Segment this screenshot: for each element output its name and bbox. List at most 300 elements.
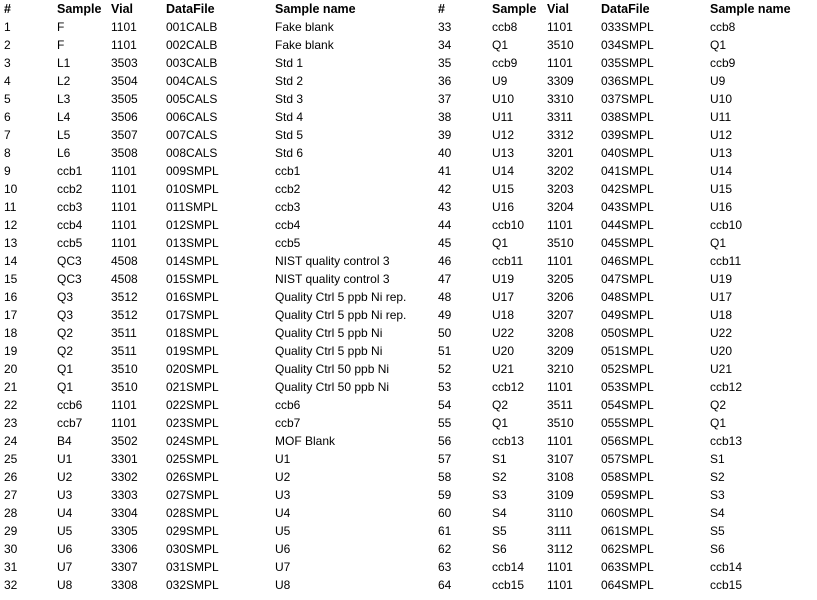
table-row (438, 558, 815, 576)
cell-sample: U14 (492, 164, 515, 178)
cell-datafile: 039SMPL (601, 128, 654, 142)
header-sample-name: Sample name (710, 2, 791, 16)
table-row (4, 162, 435, 180)
cell-sample-name: Q2 (710, 398, 727, 412)
table-row (438, 252, 815, 270)
cell-vial: 1101 (111, 200, 137, 214)
cell-datafile: 016SMPL (166, 290, 219, 304)
table-row (4, 486, 435, 504)
cell-sample-name: MOF Blank (275, 434, 336, 448)
cell-vial: 3306 (111, 542, 138, 556)
cell-sample: U4 (57, 506, 73, 520)
table-row (4, 342, 435, 360)
cell-index: 28 (4, 506, 18, 520)
sample-table-right (438, 0, 815, 594)
cell-vial: 3302 (111, 470, 138, 484)
table-row (438, 198, 815, 216)
cell-datafile: 023SMPL (166, 416, 219, 430)
cell-datafile: 060SMPL (601, 506, 654, 520)
cell-index: 27 (4, 488, 18, 502)
table-row (4, 396, 435, 414)
cell-sample: U10 (492, 92, 515, 106)
cell-sample: L5 (57, 128, 71, 142)
cell-vial: 4508 (111, 254, 138, 268)
cell-sample-name: U18 (710, 308, 733, 322)
cell-datafile: 006CALS (166, 110, 218, 124)
cell-datafile: 040SMPL (601, 146, 654, 160)
header-index: # (438, 2, 445, 16)
header-sample-name: Sample name (275, 2, 356, 16)
cell-sample-name: ccb1 (275, 164, 301, 178)
table-row (4, 450, 435, 468)
cell-sample: U20 (492, 344, 515, 358)
cell-vial: 3507 (111, 128, 138, 142)
cell-sample-name: ccb13 (710, 434, 743, 448)
cell-index: 36 (438, 74, 452, 88)
cell-sample: F (57, 38, 65, 52)
cell-index: 31 (4, 560, 18, 574)
cell-datafile: 005CALS (166, 92, 218, 106)
cell-sample-name: U13 (710, 146, 733, 160)
cell-sample-name: Fake blank (275, 38, 334, 52)
cell-index: 41 (438, 164, 452, 178)
cell-sample: L2 (57, 74, 71, 88)
cell-datafile: 031SMPL (166, 560, 219, 574)
cell-sample-name: ccb2 (275, 182, 301, 196)
cell-sample: U8 (57, 578, 73, 592)
cell-sample: S1 (492, 452, 507, 466)
cell-sample-name: ccb3 (275, 200, 301, 214)
table-row (4, 306, 435, 324)
cell-sample: Q2 (57, 326, 74, 340)
cell-datafile: 015SMPL (166, 272, 219, 286)
cell-sample-name: ccb5 (275, 236, 301, 250)
cell-sample-name: Q1 (710, 416, 727, 430)
cell-index: 46 (438, 254, 452, 268)
table-row (438, 486, 815, 504)
cell-index: 51 (438, 344, 452, 358)
cell-vial: 3311 (547, 110, 573, 124)
cell-datafile: 032SMPL (166, 578, 219, 592)
cell-sample: U5 (57, 524, 73, 538)
cell-sample-name: U22 (710, 326, 733, 340)
table-row (438, 522, 815, 540)
cell-vial: 4508 (111, 272, 138, 286)
cell-vial: 3312 (547, 128, 574, 142)
cell-vial: 1101 (547, 254, 573, 268)
cell-index: 43 (438, 200, 452, 214)
table-row (438, 180, 815, 198)
cell-sample-name: Std 6 (275, 146, 304, 160)
cell-index: 16 (4, 290, 18, 304)
cell-sample: QC3 (57, 272, 82, 286)
cell-vial: 3209 (547, 344, 574, 358)
cell-datafile: 061SMPL (601, 524, 654, 538)
table-row (438, 468, 815, 486)
cell-index: 7 (4, 128, 11, 142)
cell-vial: 3305 (111, 524, 138, 538)
cell-sample-name: ccb12 (710, 380, 743, 394)
cell-index: 23 (4, 416, 18, 430)
cell-index: 8 (4, 146, 11, 160)
cell-index: 2 (4, 38, 11, 52)
cell-sample-name: Fake blank (275, 20, 334, 34)
cell-sample: L1 (57, 56, 71, 70)
cell-datafile: 057SMPL (601, 452, 654, 466)
table-row (438, 324, 815, 342)
cell-sample: Q1 (492, 416, 509, 430)
cell-index: 9 (4, 164, 11, 178)
table-row (4, 144, 435, 162)
table-row (438, 270, 815, 288)
cell-sample: Q1 (57, 362, 74, 376)
cell-index: 60 (438, 506, 452, 520)
cell-datafile: 003CALB (166, 56, 218, 70)
cell-vial: 3203 (547, 182, 574, 196)
cell-sample-name: ccb7 (275, 416, 301, 430)
cell-sample-name: Std 1 (275, 56, 304, 70)
table-row (438, 162, 815, 180)
cell-sample: ccb13 (492, 434, 525, 448)
cell-sample: S6 (492, 542, 507, 556)
cell-vial: 3109 (547, 488, 574, 502)
table-row (438, 54, 815, 72)
cell-sample: U13 (492, 146, 515, 160)
cell-sample-name: U14 (710, 164, 733, 178)
cell-sample-name: U1 (275, 452, 291, 466)
cell-sample: F (57, 20, 65, 34)
table-row (4, 72, 435, 90)
cell-vial: 3201 (547, 146, 574, 160)
cell-index: 34 (438, 38, 452, 52)
cell-datafile: 059SMPL (601, 488, 654, 502)
cell-sample: ccb3 (57, 200, 83, 214)
cell-sample: U18 (492, 308, 515, 322)
cell-vial: 1101 (111, 164, 137, 178)
cell-index: 21 (4, 380, 18, 394)
cell-index: 58 (438, 470, 452, 484)
cell-sample: Q3 (57, 308, 74, 322)
cell-index: 25 (4, 452, 18, 466)
cell-sample: Q2 (57, 344, 74, 358)
header-index: # (4, 2, 11, 16)
cell-index: 14 (4, 254, 18, 268)
cell-sample-name: Std 3 (275, 92, 304, 106)
cell-datafile: 041SMPL (601, 164, 654, 178)
cell-vial: 1101 (547, 20, 573, 34)
cell-datafile: 026SMPL (166, 470, 219, 484)
cell-vial: 3207 (547, 308, 574, 322)
cell-datafile: 020SMPL (166, 362, 219, 376)
cell-sample-name: U2 (275, 470, 291, 484)
table-row (438, 504, 815, 522)
table-row (438, 72, 815, 90)
table-row (438, 360, 815, 378)
cell-index: 56 (438, 434, 452, 448)
cell-vial: 1101 (111, 218, 137, 232)
table-row (438, 216, 815, 234)
cell-datafile: 037SMPL (601, 92, 654, 106)
cell-sample-name: U12 (710, 128, 733, 142)
table-row (438, 36, 815, 54)
cell-vial: 1101 (111, 416, 137, 430)
cell-sample: U6 (57, 542, 73, 556)
table-row (4, 360, 435, 378)
cell-sample: U15 (492, 182, 515, 196)
cell-vial: 3111 (547, 524, 572, 538)
cell-index: 10 (4, 182, 18, 196)
cell-sample-name: ccb11 (710, 254, 742, 268)
cell-sample: U17 (492, 290, 515, 304)
cell-datafile: 014SMPL (166, 254, 219, 268)
table-header-row (438, 0, 815, 18)
cell-vial: 3511 (547, 398, 573, 412)
table-row (438, 90, 815, 108)
cell-index: 62 (438, 542, 452, 556)
cell-sample: U21 (492, 362, 515, 376)
cell-vial: 3510 (547, 416, 574, 430)
cell-vial: 3505 (111, 92, 138, 106)
cell-datafile: 018SMPL (166, 326, 219, 340)
table-row (438, 126, 815, 144)
cell-sample: ccb11 (492, 254, 524, 268)
cell-sample: U16 (492, 200, 515, 214)
cell-sample: ccb1 (57, 164, 83, 178)
cell-sample-name: Q1 (710, 38, 727, 52)
cell-datafile: 024SMPL (166, 434, 219, 448)
cell-index: 53 (438, 380, 452, 394)
cell-vial: 3510 (111, 380, 138, 394)
cell-datafile: 049SMPL (601, 308, 654, 322)
cell-index: 15 (4, 272, 18, 286)
cell-datafile: 047SMPL (601, 272, 654, 286)
cell-datafile: 044SMPL (601, 218, 654, 232)
cell-sample: ccb9 (492, 56, 518, 70)
cell-datafile: 053SMPL (601, 380, 654, 394)
table-row (4, 18, 435, 36)
cell-vial: 3107 (547, 452, 574, 466)
cell-sample-name: U19 (710, 272, 733, 286)
table-row (438, 450, 815, 468)
cell-datafile: 051SMPL (601, 344, 654, 358)
cell-sample-name: ccb8 (710, 20, 736, 34)
table-row (4, 270, 435, 288)
cell-index: 30 (4, 542, 18, 556)
cell-sample-name: U20 (710, 344, 733, 358)
cell-index: 17 (4, 308, 18, 322)
cell-sample-name: ccb4 (275, 218, 301, 232)
cell-vial: 1101 (547, 56, 573, 70)
cell-index: 57 (438, 452, 452, 466)
cell-index: 63 (438, 560, 452, 574)
cell-index: 49 (438, 308, 452, 322)
cell-datafile: 019SMPL (166, 344, 219, 358)
cell-vial: 3309 (547, 74, 574, 88)
cell-sample: ccb15 (492, 578, 525, 592)
cell-vial: 3210 (547, 362, 574, 376)
cell-datafile: 029SMPL (166, 524, 219, 538)
cell-index: 24 (4, 434, 18, 448)
table-row (4, 126, 435, 144)
cell-sample-name: Std 4 (275, 110, 304, 124)
cell-sample-name: S5 (710, 524, 725, 538)
cell-datafile: 011SMPL (166, 200, 218, 214)
cell-datafile: 056SMPL (601, 434, 654, 448)
cell-sample-name: ccb9 (710, 56, 736, 70)
cell-vial: 3510 (547, 236, 574, 250)
cell-datafile: 007CALS (166, 128, 218, 142)
cell-vial: 3310 (547, 92, 574, 106)
table-row (438, 414, 815, 432)
cell-sample: ccb10 (492, 218, 525, 232)
cell-vial: 3511 (111, 326, 137, 340)
cell-datafile: 028SMPL (166, 506, 219, 520)
cell-sample-name: Quality Ctrl 50 ppb Ni (275, 380, 390, 394)
cell-index: 13 (4, 236, 18, 250)
cell-vial: 3108 (547, 470, 574, 484)
cell-index: 29 (4, 524, 18, 538)
cell-datafile: 004CALS (166, 74, 218, 88)
cell-datafile: 062SMPL (601, 542, 654, 556)
cell-vial: 3204 (547, 200, 574, 214)
cell-sample: L6 (57, 146, 71, 160)
cell-sample: S5 (492, 524, 507, 538)
cell-datafile: 012SMPL (166, 218, 219, 232)
table-row (4, 432, 435, 450)
cell-datafile: 033SMPL (601, 20, 654, 34)
cell-sample-name: Std 5 (275, 128, 304, 142)
cell-vial: 1101 (547, 434, 573, 448)
cell-sample: U22 (492, 326, 515, 340)
cell-index: 38 (438, 110, 452, 124)
table-header-row (4, 0, 435, 18)
header-datafile: DataFile (166, 2, 215, 16)
cell-vial: 1101 (547, 380, 573, 394)
cell-index: 20 (4, 362, 18, 376)
cell-datafile: 022SMPL (166, 398, 219, 412)
cell-sample-name: ccb15 (710, 578, 743, 592)
cell-sample: S4 (492, 506, 507, 520)
cell-datafile: 008CALS (166, 146, 218, 160)
cell-sample-name: S4 (710, 506, 725, 520)
cell-sample-name: Quality Ctrl 5 ppb Ni rep. (275, 308, 407, 322)
cell-sample: Q1 (492, 236, 509, 250)
cell-datafile: 043SMPL (601, 200, 654, 214)
cell-sample-name: U4 (275, 506, 291, 520)
cell-datafile: 021SMPL (166, 380, 219, 394)
table-row (438, 18, 815, 36)
cell-sample: Q2 (492, 398, 509, 412)
cell-index: 52 (438, 362, 452, 376)
cell-sample: U1 (57, 452, 73, 466)
cell-sample-name: U7 (275, 560, 291, 574)
cell-index: 5 (4, 92, 11, 106)
cell-sample: U19 (492, 272, 515, 286)
cell-sample: S2 (492, 470, 507, 484)
sample-table-left (4, 0, 435, 594)
table-row (438, 432, 815, 450)
header-sample: Sample (57, 2, 102, 16)
cell-sample-name: Quality Ctrl 5 ppb Ni rep. (275, 290, 407, 304)
table-row (438, 306, 815, 324)
cell-vial: 3301 (111, 452, 138, 466)
cell-datafile: 055SMPL (601, 416, 654, 430)
cell-sample: ccb6 (57, 398, 83, 412)
cell-sample-name: Std 2 (275, 74, 304, 88)
cell-vial: 3512 (111, 308, 138, 322)
cell-sample-name: U16 (710, 200, 733, 214)
table-row (4, 216, 435, 234)
cell-index: 22 (4, 398, 18, 412)
cell-datafile: 034SMPL (601, 38, 654, 52)
cell-index: 64 (438, 578, 452, 592)
cell-vial: 3510 (111, 362, 138, 376)
cell-vial: 1101 (111, 20, 137, 34)
cell-vial: 3512 (111, 290, 138, 304)
cell-sample-name: NIST quality control 3 (275, 254, 390, 268)
cell-sample: U12 (492, 128, 515, 142)
cell-index: 6 (4, 110, 11, 124)
cell-index: 45 (438, 236, 452, 250)
table-row (438, 144, 815, 162)
table-row (4, 576, 435, 594)
table-row (4, 90, 435, 108)
table-row (4, 504, 435, 522)
cell-sample-name: Quality Ctrl 5 ppb Ni (275, 326, 383, 340)
cell-vial: 1101 (547, 578, 573, 592)
cell-sample: U3 (57, 488, 73, 502)
cell-index: 55 (438, 416, 452, 430)
cell-sample: B4 (57, 434, 72, 448)
table-row (438, 396, 815, 414)
cell-datafile: 010SMPL (166, 182, 219, 196)
cell-vial: 3508 (111, 146, 138, 160)
cell-index: 50 (438, 326, 452, 340)
table-row (4, 198, 435, 216)
cell-sample-name: Q1 (710, 236, 727, 250)
cell-vial: 3511 (111, 344, 137, 358)
cell-index: 11 (4, 200, 17, 214)
table-row (438, 108, 815, 126)
cell-vial: 3308 (111, 578, 138, 592)
cell-sample: ccb5 (57, 236, 83, 250)
cell-index: 19 (4, 344, 18, 358)
cell-sample-name: ccb10 (710, 218, 743, 232)
cell-sample-name: S1 (710, 452, 725, 466)
cell-vial: 3205 (547, 272, 574, 286)
cell-index: 26 (4, 470, 18, 484)
cell-sample-name: U8 (275, 578, 291, 592)
cell-sample-name: U21 (710, 362, 733, 376)
cell-vial: 3506 (111, 110, 138, 124)
cell-vial: 3206 (547, 290, 574, 304)
cell-vial: 3307 (111, 560, 138, 574)
cell-vial: 3504 (111, 74, 138, 88)
cell-datafile: 052SMPL (601, 362, 654, 376)
cell-vial: 1101 (111, 38, 137, 52)
cell-datafile: 001CALB (166, 20, 218, 34)
table-row (438, 234, 815, 252)
cell-vial: 3208 (547, 326, 574, 340)
table-row (438, 378, 815, 396)
cell-vial: 1101 (111, 236, 137, 250)
cell-sample-name: ccb6 (275, 398, 301, 412)
cell-vial: 1101 (547, 560, 573, 574)
cell-sample: ccb7 (57, 416, 83, 430)
cell-sample: U9 (492, 74, 508, 88)
cell-sample-name: U10 (710, 92, 733, 106)
table-row (4, 414, 435, 432)
